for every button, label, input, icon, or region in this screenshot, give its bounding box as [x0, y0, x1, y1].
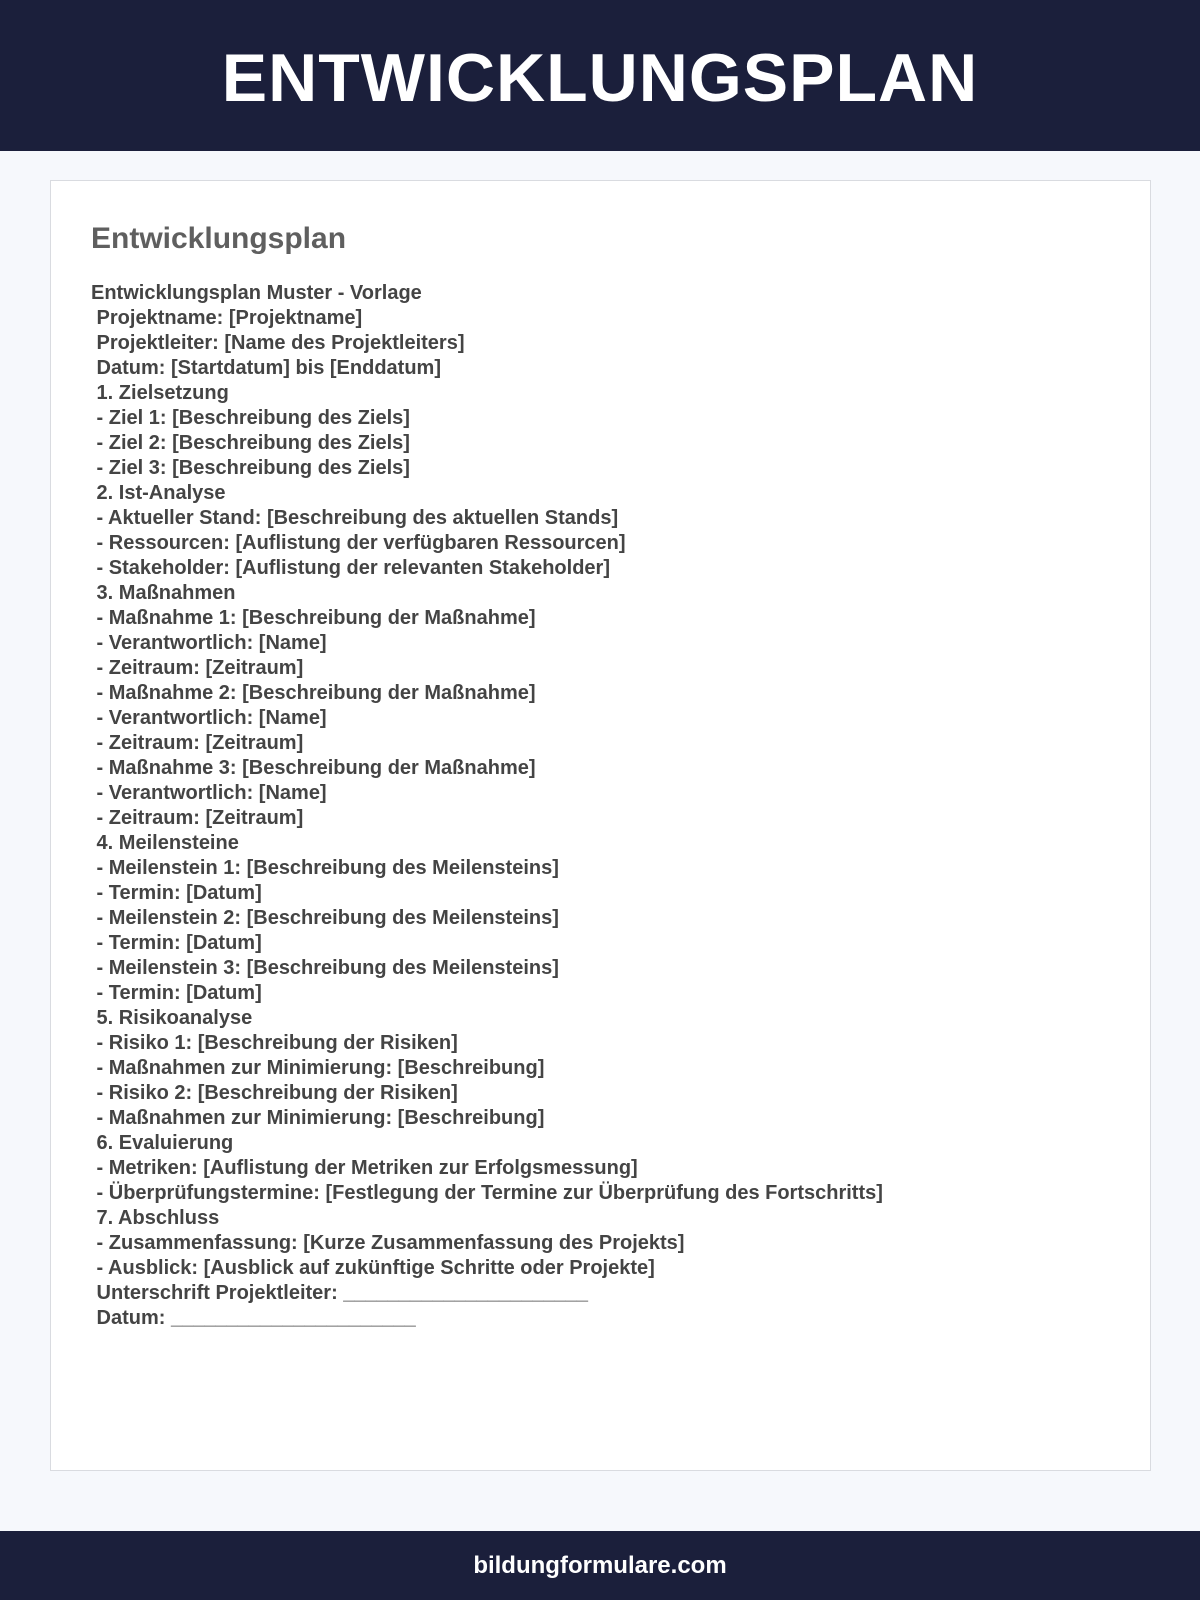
document-line: - Zusammenfassung: [Kurze Zusammenfassung des Projekts]: [91, 1232, 685, 1254]
document-line: - Metriken: [Auflistung der Metriken zur Erfolgsmessung]: [91, 1157, 638, 1179]
document-line: 6. Evaluierung: [91, 1132, 234, 1154]
document-line: - Zeitraum: [Zeitraum]: [91, 657, 304, 679]
document-line: - Meilenstein 1: [Beschreibung des Meilensteins]: [91, 857, 559, 879]
document-line: - Zeitraum: [Zeitraum]: [91, 732, 304, 754]
document-line: - Ziel 3: [Beschreibung des Ziels]: [91, 457, 410, 479]
document-line: 2. Ist-Analyse: [91, 482, 226, 504]
document-line: - Termin: [Datum]: [91, 882, 262, 904]
document-line: - Verantwortlich: [Name]: [91, 782, 327, 804]
document-line: - Termin: [Datum]: [91, 982, 262, 1004]
document-line: Projektname: [Projektname]: [91, 307, 363, 329]
document-line: Unterschrift Projektleiter: ______________________: [91, 1282, 588, 1304]
document-line: - Maßnahme 1: [Beschreibung der Maßnahme]: [91, 607, 536, 629]
document-line: - Verantwortlich: [Name]: [91, 707, 327, 729]
document-heading: Entwicklungsplan: [91, 222, 347, 255]
document-card: [50, 180, 1151, 1471]
document-line: - Ressourcen: [Auflistung der verfügbaren Ressourcen]: [91, 532, 626, 554]
page-footer: [0, 1531, 1200, 1600]
document-line: - Ziel 2: [Beschreibung des Ziels]: [91, 432, 410, 454]
document-line: Datum: ______________________: [91, 1307, 416, 1329]
document-line: - Termin: [Datum]: [91, 932, 262, 954]
document-line: Entwicklungsplan Muster - Vorlage: [91, 282, 422, 304]
document-line: - Zeitraum: [Zeitraum]: [91, 807, 304, 829]
document-line: - Aktueller Stand: [Beschreibung des aktuellen Stands]: [91, 507, 619, 529]
document-line: 7. Abschluss: [91, 1207, 220, 1229]
document-line: - Ausblick: [Ausblick auf zukünftige Schritte oder Projekte]: [91, 1257, 655, 1279]
document-line: 3. Maßnahmen: [91, 582, 236, 604]
document-line: - Risiko 1: [Beschreibung der Risiken]: [91, 1032, 458, 1054]
document-line: - Meilenstein 3: [Beschreibung des Meilensteins]: [91, 957, 559, 979]
header-title: ENTWICKLUNGSPLAN: [221, 39, 979, 116]
document-line: - Maßnahmen zur Minimierung: [Beschreibung]: [91, 1057, 545, 1079]
document-line: - Überprüfungstermine: [Festlegung der Termine zur Überprüfung des Fortschritts]: [91, 1182, 883, 1204]
document-line: Projektleiter: [Name des Projektleiters]: [91, 332, 465, 354]
document-line: Datum: [Startdatum] bis [Enddatum]: [91, 357, 441, 379]
document-line: - Ziel 1: [Beschreibung des Ziels]: [91, 407, 410, 429]
footer-site-link[interactable]: bildungformulare.com: [473, 1551, 727, 1579]
document-line: 1. Zielsetzung: [91, 382, 229, 404]
document-line: 4. Meilensteine: [91, 832, 239, 854]
document-line: - Maßnahme 2: [Beschreibung der Maßnahme]: [91, 682, 536, 704]
document-line: - Verantwortlich: [Name]: [91, 632, 327, 654]
document-line: - Stakeholder: [Auflistung der relevanten Stakeholder]: [91, 557, 610, 579]
document-line: 5. Risikoanalyse: [91, 1007, 253, 1029]
document-line: - Maßnahmen zur Minimierung: [Beschreibung]: [91, 1107, 545, 1129]
page-header: [0, 0, 1200, 151]
document-line: - Maßnahme 3: [Beschreibung der Maßnahme]: [91, 757, 536, 779]
document-line: - Risiko 2: [Beschreibung der Risiken]: [91, 1082, 458, 1104]
document-body: [91, 281, 1111, 1331]
document-line: - Meilenstein 2: [Beschreibung des Meilensteins]: [91, 907, 559, 929]
